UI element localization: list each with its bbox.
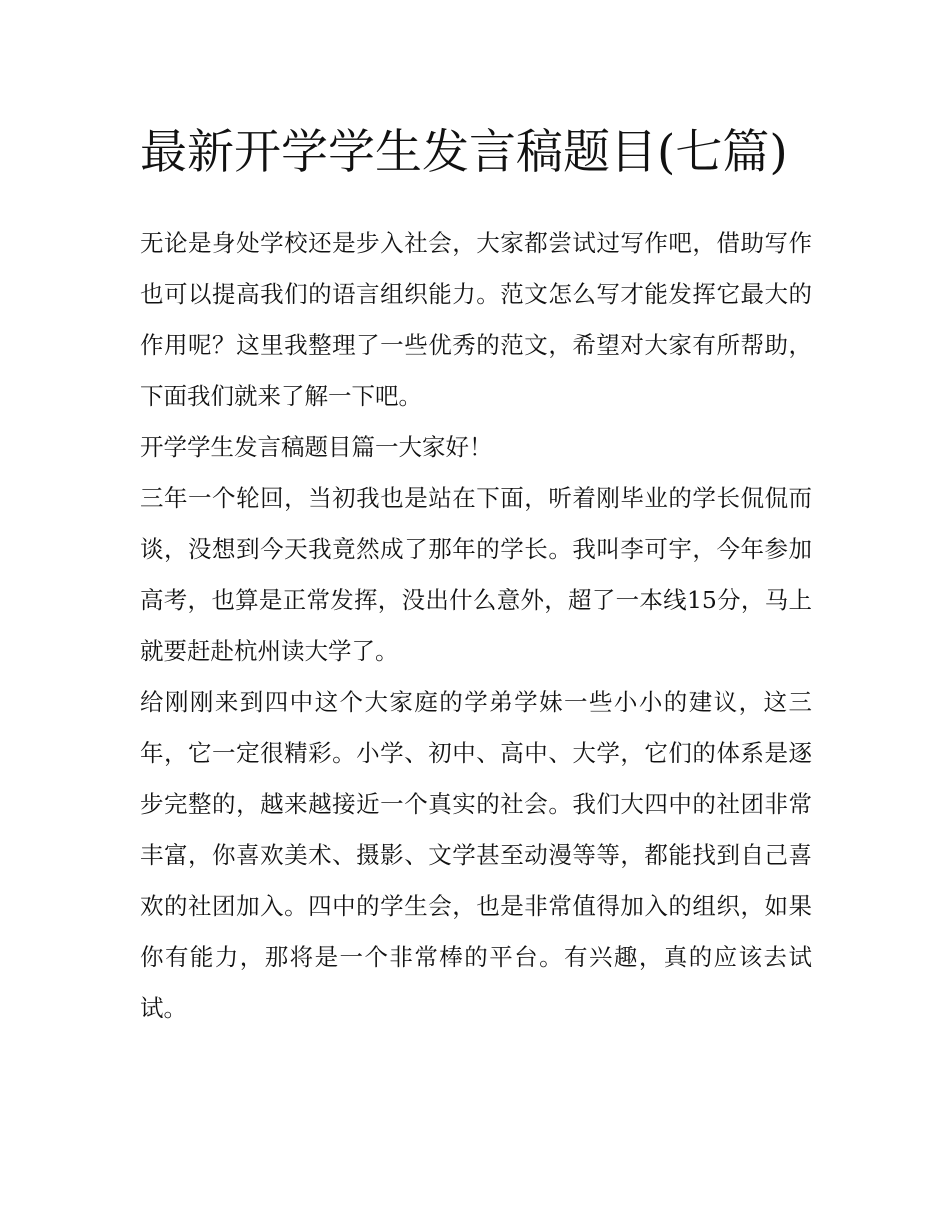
section-heading-paragraph: 开学学生发言稿题目篇一大家好！ <box>140 433 493 461</box>
document-title: 最新开学学生发言稿题目(七篇) <box>140 125 788 180</box>
body-paragraph-1: 三年一个轮回，当初我也是站在下面，听着刚毕业的学长侃侃而谈，没想到今天我竟然成了那年的学长。我叫李可宇，今年参加高考，也算是正常发挥，没出什么意外，超了一本线15分，马上就要赶赴杭州读大学了。 <box>140 484 812 665</box>
body-paragraph-2: 给刚刚来到四中这个大家庭的学弟学妹一些小小的建议，这三年，它一定很精彩。小学、初中、高中、大学，它们的体系是逐步完整的，越来越接近一个真实的社会。我们大四中的社团非常丰富，你喜欢美术、摄影、文学甚至动漫等等，都能找到自己喜欢的社团加入。四中的学生会，也是非常值得加入的组织，如果你有能力，那将是一个非常棒的平台。有兴趣，真的应该去试试。 <box>140 688 812 1022</box>
document-body <box>140 114 812 1034</box>
intro-paragraph: 无论是身处学校还是步入社会，大家都尝试过写作吧，借助写作也可以提高我们的语言组织能力。范文怎么写才能发挥它最大的作用呢？这里我整理了一些优秀的范文，希望对大家有所帮助，下面我们就来了解一下吧。 <box>140 229 812 410</box>
